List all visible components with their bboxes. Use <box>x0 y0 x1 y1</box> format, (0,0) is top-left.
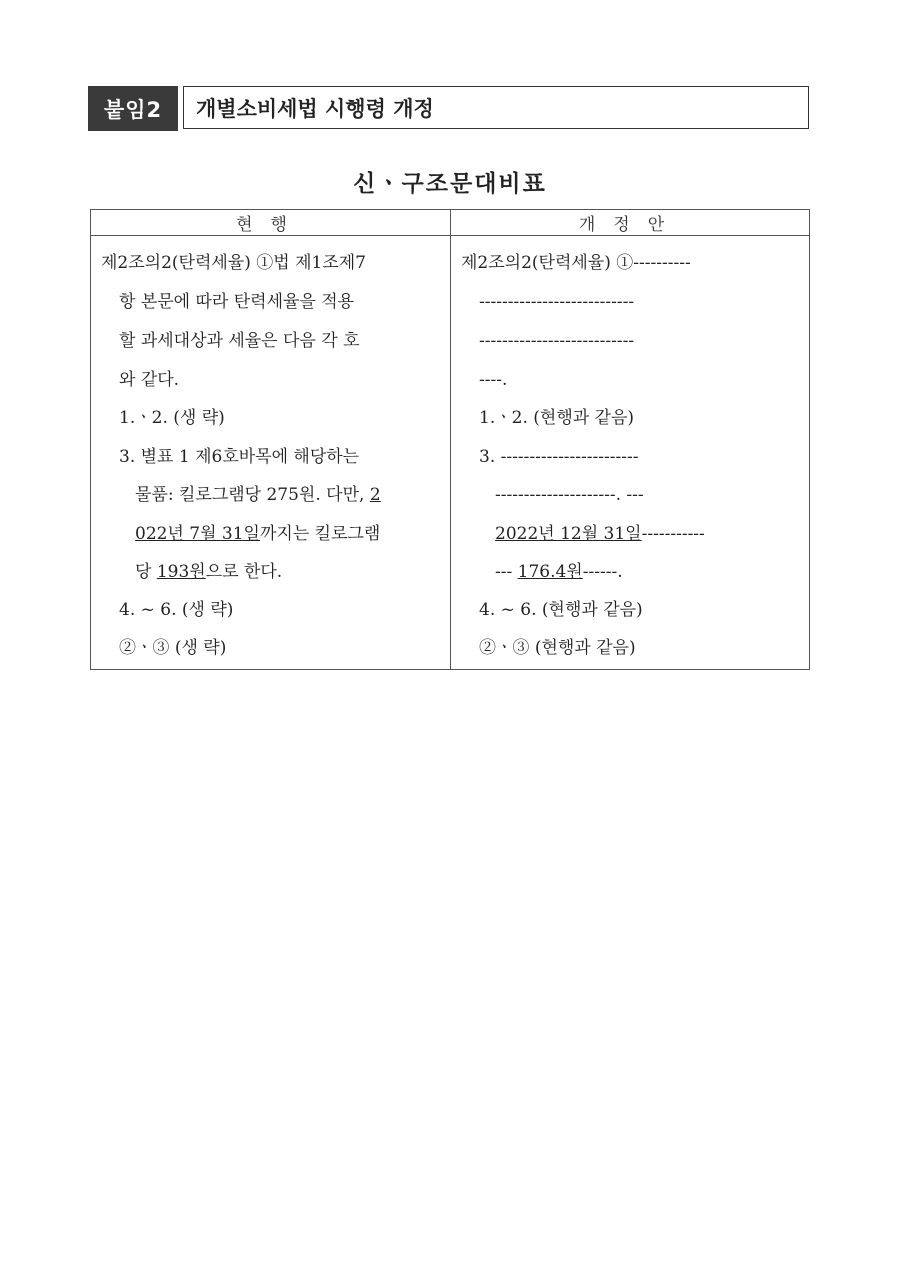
revised-column-header: 개정안 <box>578 215 683 235</box>
text-segment: --- <box>495 562 518 582</box>
text-segment: ------. <box>582 562 623 582</box>
current-line: 항 본문에 따라 탄력세율을 적용 <box>119 292 355 312</box>
current-line: ②ㆍ③ (생 략) <box>119 638 227 658</box>
text-segment: 으로 한다. <box>205 562 283 582</box>
current-line <box>135 483 381 507</box>
current-line <box>135 560 282 584</box>
revised-line: 제2조의2(탄력세율) ①---------- <box>461 253 691 273</box>
attachment-tag: 붙임2 <box>88 86 178 131</box>
comparison-table <box>90 209 810 670</box>
revised-line: 1.ㆍ2. (현행과 같음) <box>479 408 635 428</box>
document-title: 개별소비세법 시행령 개정 <box>183 86 809 129</box>
table-title: 신ㆍ구조문대비표 <box>353 170 547 197</box>
revised-line: ---------------------. --- <box>495 485 644 505</box>
revised-line <box>495 560 623 584</box>
text-segment: 물품: 킬로그램당 275원. 다만, <box>135 485 370 505</box>
text-segment: 까지는 킬로그램 <box>259 524 381 544</box>
revised-line: --------------------------- <box>479 292 635 312</box>
text-segment: 당 <box>135 562 157 582</box>
current-line: 4. ~ 6. (생 략) <box>119 600 234 620</box>
revised-line: ----. <box>479 370 508 390</box>
revised-line: ②ㆍ③ (현행과 같음) <box>479 638 636 658</box>
revised-line: 3. ------------------------ <box>479 447 639 467</box>
underlined-text: 2022년 12월 31일 <box>495 524 642 544</box>
underlined-text: 2 <box>369 485 381 505</box>
text-segment: ----------- <box>641 524 705 544</box>
current-line: 할 과세대상과 세율은 다음 각 호 <box>119 331 360 351</box>
current-line: 1.ㆍ2. (생 략) <box>119 408 225 428</box>
underlined-text: 176.4원 <box>517 562 583 582</box>
revised-line: 4. ~ 6. (현행과 같음) <box>479 600 643 620</box>
current-line <box>135 522 380 546</box>
underlined-text: 193원 <box>156 562 206 582</box>
current-column-header: 현행 <box>236 215 305 235</box>
header-divider <box>91 235 809 236</box>
revised-line: --------------------------- <box>479 331 635 351</box>
document-header <box>88 86 811 131</box>
revised-line <box>495 522 705 546</box>
column-divider <box>450 210 451 669</box>
current-line: 제2조의2(탄력세율) ①법 제1조제7 <box>101 253 366 273</box>
underlined-text: 022년 7월 31일 <box>135 524 260 544</box>
current-line: 3. 별표 1 제6호바목에 해당하는 <box>119 447 360 467</box>
current-line: 와 같다. <box>119 370 180 390</box>
